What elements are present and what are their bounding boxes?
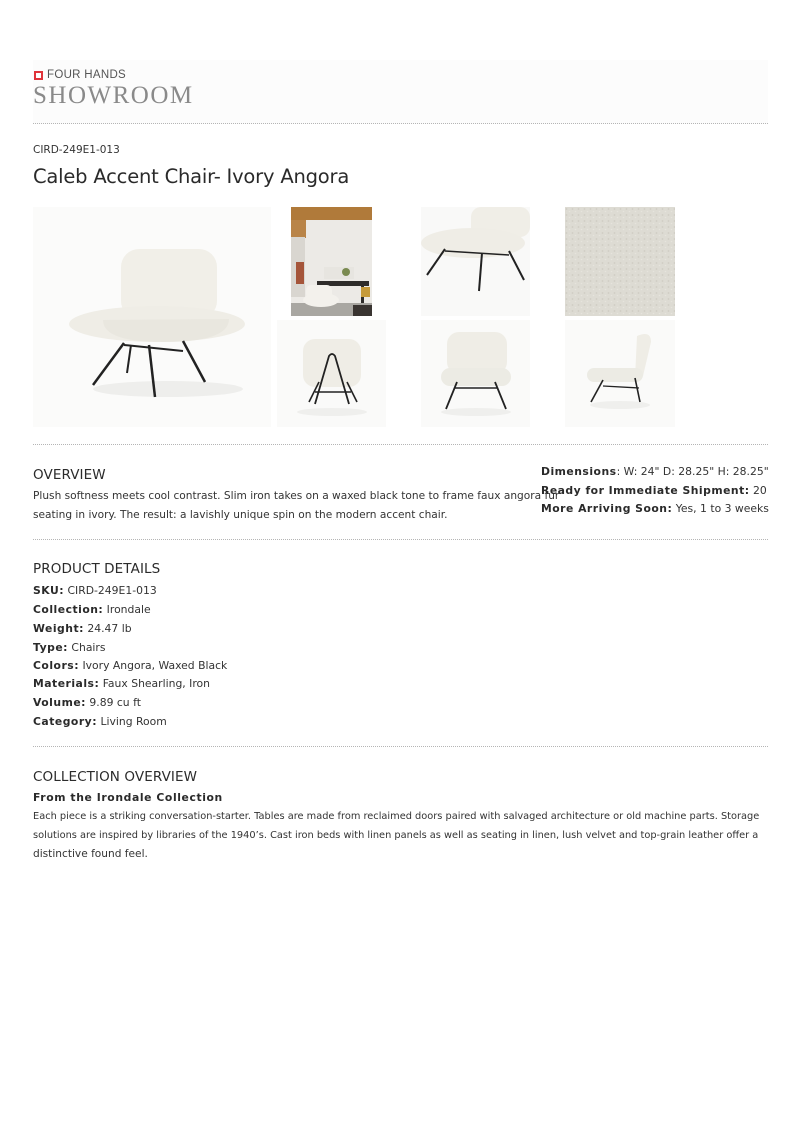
spec-arriving-label: More Arriving Soon:	[541, 502, 673, 515]
detail-colors	[33, 659, 227, 672]
detail-label: Colors:	[33, 659, 80, 672]
detail-collection	[33, 603, 151, 616]
spec-dimensions	[541, 465, 769, 478]
divider	[33, 746, 768, 747]
detail-volume	[33, 696, 141, 709]
detail-materials	[33, 677, 210, 690]
collection-text-line-1: Each piece is a striking conversation-starter. Tables are made from reclaimed doors paired with salvaged architecture or old machine parts. Storage	[33, 811, 760, 822]
spec-arriving-soon	[541, 502, 769, 515]
brand-square-icon	[34, 71, 43, 80]
detail-type	[33, 641, 106, 654]
spec-ready-value: 20	[749, 484, 767, 497]
detail-category	[33, 715, 167, 728]
divider	[33, 444, 768, 445]
spec-arriving-value: Yes, 1 to 3 weeks	[672, 502, 769, 515]
collection-overview-heading: COLLECTION OVERVIEW	[33, 769, 198, 785]
divider	[33, 539, 768, 540]
detail-label: Collection:	[33, 603, 104, 616]
detail-value: Irondale	[103, 603, 151, 616]
detail-value: 24.47 lb	[83, 622, 132, 635]
detail-weight	[33, 622, 132, 635]
spec-dimensions-label: Dimensions	[541, 465, 617, 478]
product-details-heading: PRODUCT DETAILS	[33, 561, 161, 577]
overview-heading: OVERVIEW	[33, 467, 106, 483]
detail-label: SKU:	[33, 584, 65, 597]
brand-company: FOUR HANDS	[47, 69, 127, 81]
page-header	[33, 60, 768, 124]
seat-closeup-image	[421, 207, 530, 316]
spec-ready-label: Ready for Immediate Shipment:	[541, 484, 750, 497]
collection-text-line-2: solutions are inspired by libraries of the 1940’s. Cast iron beds with linen panels as well as seating in linen, lush velvet and top-grain leather offer a	[33, 830, 759, 841]
detail-value: CIRD-249E1-013	[64, 584, 157, 597]
spec-dimensions-value: : W: 24" D: 28.25" H: 28.25"	[616, 465, 769, 478]
collection-subheading: From the Irondale Collection	[33, 791, 223, 804]
product-title: Caleb Accent Chair- Ivory Angora	[33, 165, 350, 188]
detail-label: Weight:	[33, 622, 84, 635]
product-sku: CIRD-249E1-013	[33, 144, 120, 156]
brand-header	[33, 60, 768, 124]
room-scene-image	[291, 207, 372, 316]
detail-value: Chairs	[68, 641, 106, 654]
brand-logo	[34, 69, 126, 81]
back-view-image	[277, 320, 386, 427]
spec-ready-shipment	[541, 484, 767, 497]
fabric-swatch-image	[565, 207, 675, 316]
detail-label: Category:	[33, 715, 98, 728]
detail-value: 9.89 cu ft	[85, 696, 141, 709]
brand-title: SHOWROOM	[33, 82, 194, 109]
detail-value: Ivory Angora, Waxed Black	[79, 659, 228, 672]
main-chair-image	[33, 207, 271, 427]
side-view-image	[565, 320, 675, 427]
detail-label: Materials:	[33, 677, 100, 690]
divider	[33, 123, 768, 124]
overview-text-line-2: seating in ivory. The result: a lavishly unique spin on the modern accent chair.	[33, 509, 448, 521]
detail-label: Type:	[33, 641, 68, 654]
detail-sku	[33, 584, 157, 597]
detail-label: Volume:	[33, 696, 86, 709]
detail-value: Faux Shearling, Iron	[99, 677, 211, 690]
detail-value: Living Room	[97, 715, 167, 728]
overview-text-line-1: Plush softness meets cool contrast. Slim iron takes on a waxed black tone to frame faux angora fur	[33, 490, 560, 502]
front-view-image	[421, 320, 530, 427]
collection-text-line-3: distinctive found feel.	[33, 848, 148, 860]
